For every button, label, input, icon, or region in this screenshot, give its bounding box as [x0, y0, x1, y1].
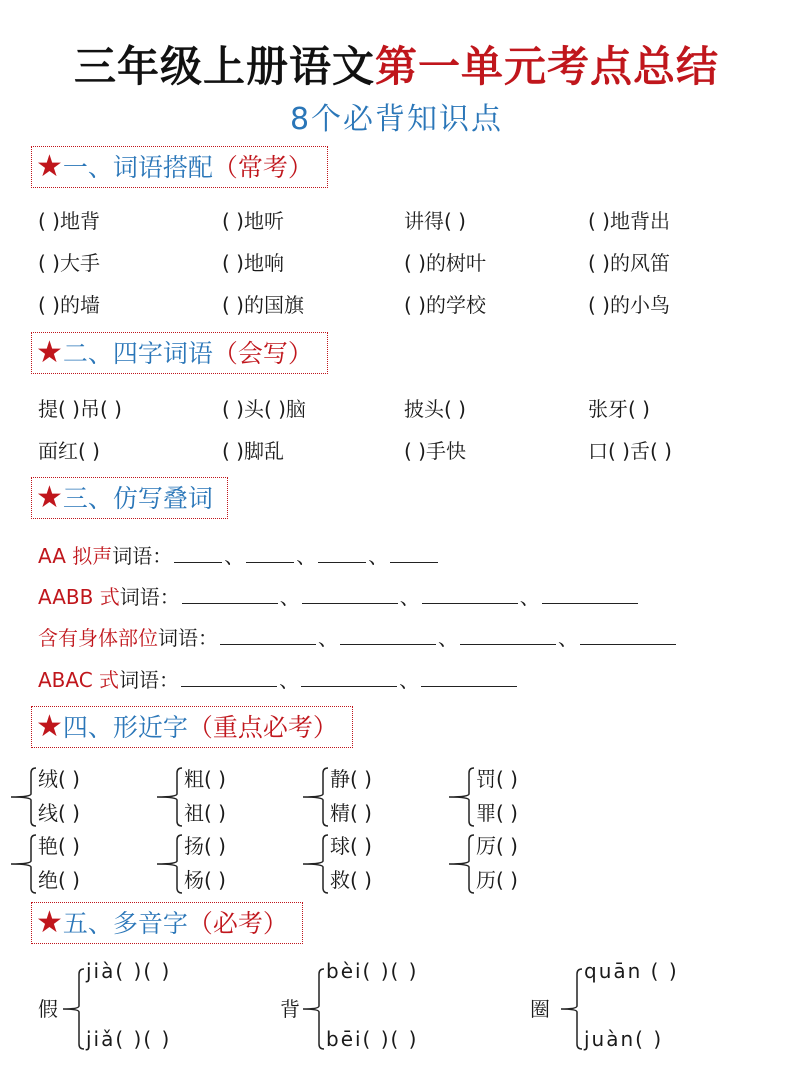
brace-icon	[560, 968, 582, 1050]
star-icon: ★	[36, 905, 63, 940]
pinyin-reading: jià( )( )	[86, 959, 172, 983]
pattern-label: AABB 式	[38, 585, 120, 609]
answer-blank	[181, 685, 277, 687]
brace-icon	[10, 767, 36, 827]
pattern-suffix: 词语：	[158, 626, 218, 650]
answer-blank	[318, 561, 366, 563]
idiom-item: 提( )吊( )	[38, 397, 122, 421]
similar-char-item: 线( )	[38, 801, 80, 825]
polyphone-char: 圈	[530, 997, 550, 1021]
title-part1: 三年级上册语文	[73, 42, 375, 91]
collocation-item: ( )的小鸟	[588, 293, 670, 317]
similar-char-item: 静( )	[330, 767, 372, 791]
section-label: 五、多音字	[62, 909, 188, 938]
answer-blank	[422, 602, 518, 604]
answer-blank	[182, 602, 278, 604]
brace-icon	[10, 834, 36, 894]
similar-char-item: 杨( )	[184, 868, 226, 892]
collocation-item: ( )的风笛	[588, 251, 670, 275]
answer-blank	[580, 643, 676, 645]
separator: 、	[519, 585, 540, 609]
polyphone-char: 背	[280, 997, 300, 1021]
section-header-similar-chars	[31, 706, 353, 748]
similar-char-item: 绒( )	[38, 767, 80, 791]
brace-icon	[448, 767, 474, 827]
separator: 、	[558, 626, 578, 650]
similar-char-item: 救( )	[330, 868, 372, 892]
idiom-item: ( )脚乱	[222, 439, 284, 463]
pinyin-reading: bēi( )( )	[326, 1027, 419, 1051]
pattern-label: ABAC 式	[38, 668, 120, 692]
pattern-suffix: 词语：	[119, 585, 180, 609]
answer-blank	[390, 561, 438, 563]
separator: 、	[318, 626, 338, 650]
similar-char-item: 罪( )	[476, 801, 518, 825]
section-label: 一、词语搭配	[62, 153, 213, 182]
pattern-suffix: 词语：	[119, 668, 180, 692]
star-icon: ★	[36, 335, 63, 370]
similar-char-item: 祖( )	[184, 801, 226, 825]
similar-char-item: 粗( )	[184, 767, 226, 791]
idiom-item: ( )手快	[404, 439, 466, 463]
collocation-item: ( )的墙	[38, 293, 100, 317]
brace-icon	[448, 834, 474, 894]
reduplication-row	[38, 540, 440, 569]
answer-blank	[302, 602, 398, 604]
similar-char-item: 绝( )	[38, 868, 80, 892]
brace-icon	[156, 767, 182, 827]
brace-icon	[302, 767, 328, 827]
collocation-item: ( )的学校	[404, 293, 486, 317]
pattern-label: AA 拟声	[38, 544, 113, 568]
collocation-item: ( )地响	[222, 251, 284, 275]
collocation-item: ( )地背	[38, 209, 100, 233]
answer-blank	[421, 685, 517, 687]
reduplication-row	[38, 664, 519, 693]
section-header-polyphones	[31, 902, 303, 944]
pinyin-reading: jiǎ( )( )	[86, 1027, 172, 1051]
similar-char-item: 精( )	[330, 801, 372, 825]
section-label: 三、仿写叠词	[62, 484, 213, 513]
section-note: （常考）	[212, 153, 313, 182]
star-icon: ★	[36, 480, 63, 515]
separator: 、	[224, 544, 245, 568]
section-header-reduplication	[31, 477, 228, 519]
similar-char-item: 扬( )	[184, 834, 226, 858]
pinyin-reading: juàn( )	[584, 1027, 664, 1051]
section-label: 四、形近字	[62, 713, 188, 742]
answer-blank	[460, 643, 556, 645]
collocation-item: ( )地听	[222, 209, 284, 233]
pinyin-reading: quān ( )	[584, 959, 679, 983]
answer-blank	[246, 561, 294, 563]
similar-char-item: 厉( )	[476, 834, 518, 858]
star-icon: ★	[36, 709, 63, 744]
answer-blank	[542, 602, 638, 604]
idiom-item: ( )头( )脑	[222, 397, 306, 421]
collocation-item: ( )的国旗	[222, 293, 304, 317]
similar-char-item: 球( )	[330, 834, 372, 858]
section-header-collocations	[31, 146, 328, 188]
idiom-item: 披头( )	[404, 397, 466, 421]
section-note: （会写）	[212, 339, 313, 368]
brace-icon	[156, 834, 182, 894]
idiom-item: 张牙( )	[588, 397, 650, 421]
separator: 、	[368, 544, 389, 568]
idiom-item: 口( )舌( )	[588, 439, 672, 463]
page-title	[0, 34, 793, 94]
answer-blank	[220, 643, 316, 645]
separator: 、	[296, 544, 317, 568]
section-header-idioms	[31, 332, 328, 374]
polyphone-char: 假	[38, 997, 58, 1021]
collocation-item: ( )大手	[38, 251, 100, 275]
answer-blank	[174, 561, 222, 563]
star-icon: ★	[36, 149, 63, 184]
similar-char-item: 艳( )	[38, 834, 80, 858]
brace-icon	[62, 968, 84, 1050]
similar-char-item: 历( )	[476, 868, 518, 892]
answer-blank	[301, 685, 397, 687]
page-subtitle: 8个必背知识点	[289, 102, 504, 137]
pattern-suffix: 词语：	[112, 544, 173, 568]
collocation-item: ( )地背出	[588, 209, 670, 233]
idiom-item: 面红( )	[38, 439, 100, 463]
reduplication-row	[38, 581, 640, 610]
separator: 、	[279, 668, 300, 692]
answer-blank	[340, 643, 436, 645]
similar-char-item: 罚( )	[476, 767, 518, 791]
collocation-item: ( )的树叶	[404, 251, 486, 275]
collocation-item: 讲得( )	[404, 209, 466, 233]
brace-icon	[302, 834, 328, 894]
pattern-label: 含有身体部位	[38, 626, 158, 650]
pinyin-reading: bèi( )( )	[326, 959, 419, 983]
title-part2: 第一单元考点总结	[375, 42, 720, 91]
separator: 、	[399, 668, 420, 692]
section-label: 二、四字词语	[62, 339, 213, 368]
separator: 、	[438, 626, 458, 650]
brace-icon	[302, 968, 324, 1050]
reduplication-row	[38, 622, 678, 651]
section-note: （必考）	[187, 909, 288, 938]
separator: 、	[399, 585, 420, 609]
separator: 、	[279, 585, 300, 609]
section-note: （重点必考）	[187, 713, 338, 742]
